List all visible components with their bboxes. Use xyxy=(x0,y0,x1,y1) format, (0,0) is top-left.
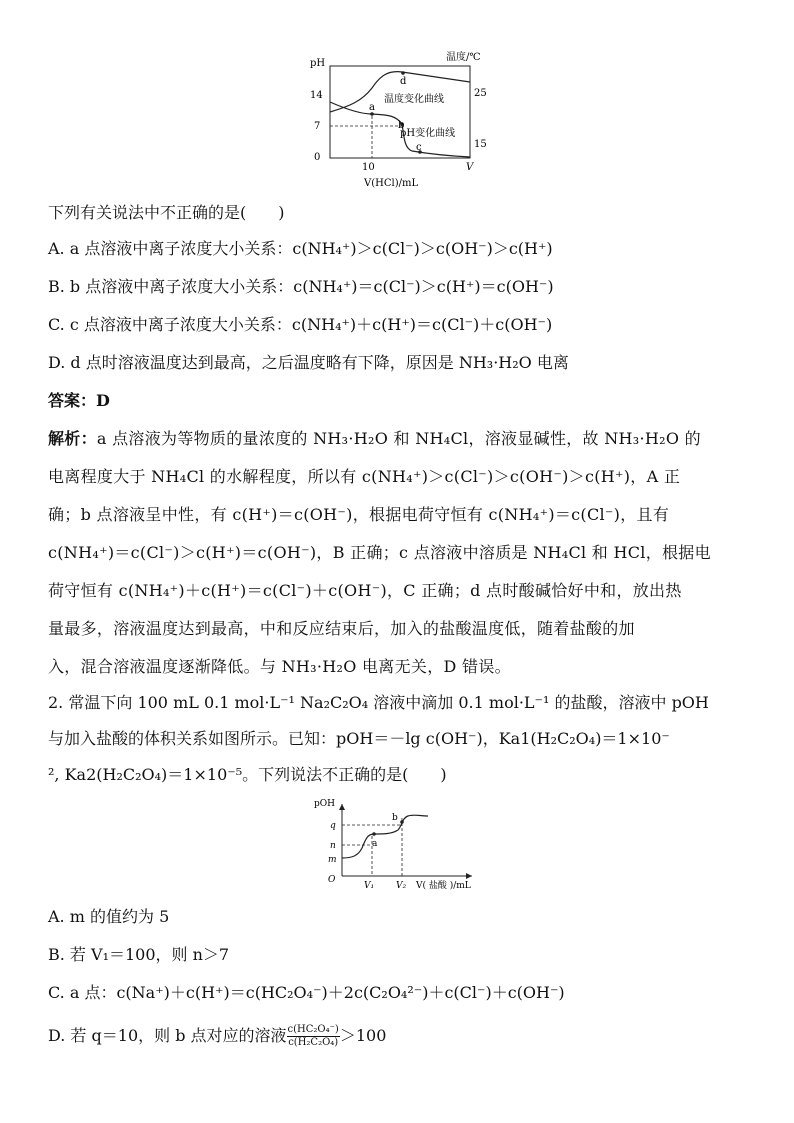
fig1-xtick-v: V xyxy=(466,162,474,173)
q1-option-a-expr: c(NH₄⁺)＞c(Cl⁻)＞c(OH⁻)＞c(H⁺) xyxy=(292,239,553,258)
q1-option-a[interactable] xyxy=(48,238,553,260)
analysis-line-3: 确；b 点溶液呈中性，有 c(H⁺)＝c(OH⁻)，根据电荷守恒有 c(NH₄⁺)＝c(Cl⁻)，且有 xyxy=(48,505,670,524)
fig1-ytick-15: 15 xyxy=(474,139,487,150)
fig2-origin: O xyxy=(328,875,336,885)
q1-option-d[interactable]: D. d 点时溶液温度达到最高，之后温度略有下降，原因是 NH₃·H₂O 电离 xyxy=(48,353,569,372)
fig2-y-label: pOH xyxy=(314,799,335,809)
fig1-xtick-10: 10 xyxy=(362,162,375,173)
poh-curve xyxy=(342,815,428,858)
fig1-point-c: c xyxy=(416,142,422,153)
fig1-point-a: a xyxy=(369,102,375,113)
q2-stem-line-2: 与加入盐酸的体积关系如图所示。已知：pOH＝－lg c(OH⁻)，Ka1(H₂C₂O₄)＝1×10⁻ xyxy=(48,729,670,748)
fig1-ytick-7: 7 xyxy=(314,121,321,132)
q2-option-b[interactable]: B. 若 V₁＝100，则 n＞7 xyxy=(48,945,230,964)
fraction-denominator: c(H₂C₂O₄) xyxy=(288,1037,339,1048)
fig2-x-label: V( 盐酸 )/mL xyxy=(416,881,471,891)
q1-option-b-expr: c(NH₄⁺)＝c(Cl⁻)＞c(H⁺)＝c(OH⁻) xyxy=(293,277,554,296)
answer-label: 答案： xyxy=(48,391,97,410)
fig1-ytick-14: 14 xyxy=(310,90,323,101)
fig2-xtick-v1: V₁ xyxy=(364,881,375,891)
figure-poh-vs-hcl xyxy=(312,796,492,896)
fig1-x-label: V(HCl)/mL xyxy=(364,178,419,189)
answer-value: D xyxy=(96,391,110,410)
analysis-line-5: 荷守恒有 c(NH₄⁺)＋c(H⁺)＝c(Cl⁻)＋c(OH⁻)，C 正确；d 点时酸碱恰好中和，放出热 xyxy=(48,581,682,600)
fig2-tick-n: n xyxy=(330,841,336,851)
q1-option-c[interactable] xyxy=(48,314,552,336)
analysis-label: 解析： xyxy=(48,429,97,448)
fig2-point-a: a xyxy=(372,839,378,849)
ph-curve-label: pH变化曲线 xyxy=(400,128,456,139)
fig1-ytick-25: 25 xyxy=(474,88,487,99)
fig1-y-right-label: 温度/℃ xyxy=(446,52,481,63)
q1-option-a-prefix: A. a 点溶液中离子浓度大小关系： xyxy=(48,239,293,258)
fraction-numerator: c(HC₂O₄⁻) xyxy=(287,1024,339,1035)
analysis-line-2: 电离程度大于 NH₄Cl 的水解程度，所以有 c(NH₄⁺)＞c(Cl⁻)＞c(OH⁻)＞c(H⁺)，A 正 xyxy=(48,467,681,486)
fig2-tick-q: q xyxy=(330,821,336,831)
q2-option-a[interactable]: A. m 的值约为 5 xyxy=(48,907,170,926)
q1-option-c-prefix: C. c 点溶液中离子浓度大小关系： xyxy=(48,315,292,334)
fig2-tick-m: m xyxy=(328,855,337,865)
analysis-text-1: a 点溶液为等物质的量浓度的 NH₃·H₂O 和 NH₄Cl，溶液显碱性，故 NH₃·H₂O 的 xyxy=(96,429,701,448)
analysis-line-4: c(NH₄⁺)＝c(Cl⁻)＞c(H⁺)＝c(OH⁻)，B 正确；c 点溶液中溶质是 NH₄Cl 和 HCl，根据电 xyxy=(48,543,711,562)
q1-option-b-prefix: B. b 点溶液中离子浓度大小关系： xyxy=(48,277,294,296)
fig1-point-d: d xyxy=(400,76,407,87)
fig2-point-b: b xyxy=(392,813,398,823)
q2-option-c[interactable]: C. a 点：c(Na⁺)＋c(H⁺)＝c(HC₂O₄⁻)＋2c(C₂O₄²⁻)＋c(Cl⁻)＋c(OH⁻) xyxy=(48,983,565,1002)
q2-option-d-suffix: ＞100 xyxy=(339,1026,387,1045)
fig1-y-label: pH xyxy=(310,58,326,69)
q1-option-b[interactable] xyxy=(48,276,554,298)
temperature-curve-label: 温度变化曲线 xyxy=(384,94,444,105)
fig1-point-b: b xyxy=(398,120,405,131)
analysis-line-1 xyxy=(48,428,701,450)
fig1-ytick-0: 0 xyxy=(314,152,321,163)
fig2-xtick-v2: V₂ xyxy=(396,881,407,891)
q2-option-d[interactable] xyxy=(48,1024,386,1049)
q1-option-c-expr: c(NH₄⁺)＋c(H⁺)＝c(Cl⁻)＋c(OH⁻) xyxy=(291,315,553,334)
q1-stem: 下列有关说法中不正确的是( ) xyxy=(48,203,285,222)
q2-option-d-prefix: D. 若 q＝10，则 b 点对应的溶液 xyxy=(48,1026,287,1045)
q2-option-d-fraction xyxy=(287,1024,340,1049)
analysis-line-7: 入，混合溶液温度逐渐降低。与 NH₃·H₂O 电离无关，D 错误。 xyxy=(48,657,511,676)
figure-titration-ph-temperature xyxy=(300,46,500,196)
analysis-line-6: 量最多，溶液温度达到最高，中和反应结束后，加入的盐酸温度低，随着盐酸的加 xyxy=(48,619,635,638)
answer-line xyxy=(48,390,110,412)
q2-stem-line-1: 2. 常温下向 100 mL 0.1 mol·L⁻¹ Na₂C₂O₄ 溶液中滴加 0.1 mol·L⁻¹ 的盐酸，溶液中 pOH xyxy=(48,693,709,712)
q2-stem-line-3: ², Ka2(H₂C₂O₄)＝1×10⁻⁵。下列说法不正确的是( ) xyxy=(48,765,447,784)
